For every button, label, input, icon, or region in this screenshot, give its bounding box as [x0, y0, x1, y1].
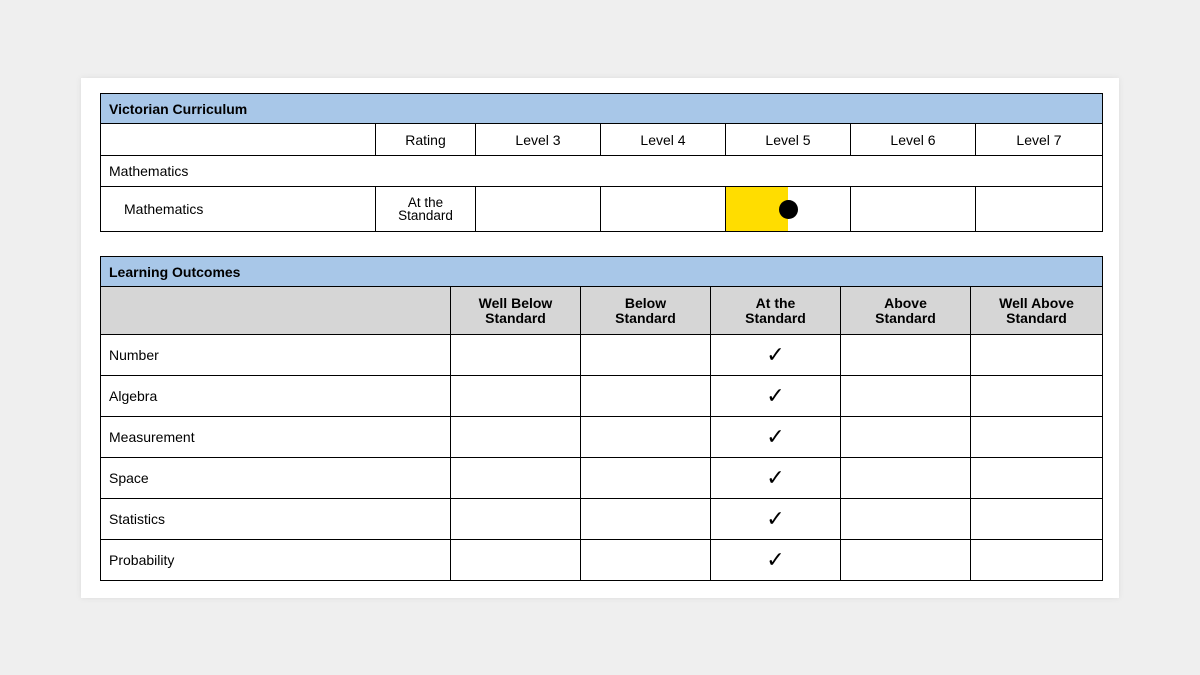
outcome-cell: [451, 335, 581, 376]
header-line-2: Standard: [745, 309, 806, 326]
at-the-standard-header: [711, 287, 841, 335]
outcome-name: Statistics: [101, 499, 451, 540]
outcome-cell: [711, 499, 841, 540]
outcome-row: [101, 499, 1103, 540]
rating-column-header: Rating: [376, 124, 476, 156]
check-mark-icon: ✓: [766, 506, 785, 531]
outcome-cell: [581, 458, 711, 499]
rating-line-1: At the: [407, 195, 444, 210]
level-3-cell: [476, 187, 601, 232]
outcome-cell: [711, 335, 841, 376]
outcome-cell: [451, 417, 581, 458]
header-line-2: Standard: [1006, 309, 1067, 326]
outcome-cell: [711, 376, 841, 417]
header-line-1: Well Below: [478, 294, 553, 311]
outcome-row: [101, 458, 1103, 499]
outcome-cell: [841, 376, 971, 417]
header-line-1: At the: [755, 294, 796, 311]
curriculum-title: Victorian Curriculum: [101, 94, 1103, 124]
outcome-name: Space: [101, 458, 451, 499]
outcome-cell: [841, 458, 971, 499]
outcome-row: [101, 335, 1103, 376]
check-mark-icon: ✓: [766, 383, 785, 408]
subject-row: [101, 187, 1103, 232]
level-3-column-header: Level 3: [476, 124, 601, 156]
level-6-column-header: Level 6: [851, 124, 976, 156]
outcome-cell: [841, 499, 971, 540]
outcome-cell: [581, 376, 711, 417]
header-line-2: Standard: [485, 309, 546, 326]
well-above-standard-header: [971, 287, 1103, 335]
outcome-cell: [451, 458, 581, 499]
rating-line-2: Standard: [398, 208, 453, 223]
outcome-name: Algebra: [101, 376, 451, 417]
outcome-cell: [581, 335, 711, 376]
subject-name: Mathematics: [101, 187, 376, 232]
outcome-cell: [581, 417, 711, 458]
outcome-cell: [451, 540, 581, 581]
outcome-cell: [971, 376, 1103, 417]
outcome-cell: [971, 335, 1103, 376]
outcome-cell: [711, 540, 841, 581]
header-line-2: Standard: [875, 309, 936, 326]
subject-heading: Mathematics: [101, 156, 1103, 187]
outcome-cell: [971, 458, 1103, 499]
level-7-column-header: Level 7: [976, 124, 1103, 156]
outcome-cell: [971, 499, 1103, 540]
outcome-row: [101, 376, 1103, 417]
outcome-cell: [971, 417, 1103, 458]
report-sheet: [81, 78, 1119, 598]
outcome-cell: [451, 376, 581, 417]
outcome-name: Number: [101, 335, 451, 376]
below-standard-header: [581, 287, 711, 335]
outcome-cell: [971, 540, 1103, 581]
well-below-standard-header: [451, 287, 581, 335]
level-6-cell: [851, 187, 976, 232]
blank-header-cell: [101, 287, 451, 335]
outcome-row: [101, 417, 1103, 458]
victorian-curriculum-table: [100, 93, 1103, 232]
header-line-1: Below: [624, 294, 667, 311]
rating-value: [376, 187, 476, 232]
outcome-row: [101, 540, 1103, 581]
outcome-name: Probability: [101, 540, 451, 581]
outcome-cell: [841, 540, 971, 581]
blank-header-cell: [101, 124, 376, 156]
check-mark-icon: ✓: [766, 424, 785, 449]
header-line-2: Standard: [615, 309, 676, 326]
outcome-cell: [711, 458, 841, 499]
level-5-cell: [726, 187, 851, 232]
outcome-cell: [451, 499, 581, 540]
level-4-cell: [601, 187, 726, 232]
level-5-column-header: Level 5: [726, 124, 851, 156]
outcome-cell: [581, 499, 711, 540]
learning-outcomes-table: [100, 256, 1103, 581]
outcome-name: Measurement: [101, 417, 451, 458]
check-mark-icon: ✓: [766, 465, 785, 490]
outcome-cell: [581, 540, 711, 581]
header-line-1: Above: [884, 294, 927, 311]
outcome-cell: [711, 417, 841, 458]
outcome-cell: [841, 417, 971, 458]
level-4-column-header: Level 4: [601, 124, 726, 156]
filled-circle-icon: [779, 200, 798, 219]
check-mark-icon: ✓: [766, 342, 785, 367]
outcomes-title: Learning Outcomes: [101, 257, 1103, 287]
header-line-1: Well Above: [999, 294, 1074, 311]
level-7-cell: [976, 187, 1103, 232]
check-mark-icon: ✓: [766, 547, 785, 572]
outcome-cell: [841, 335, 971, 376]
above-standard-header: [841, 287, 971, 335]
